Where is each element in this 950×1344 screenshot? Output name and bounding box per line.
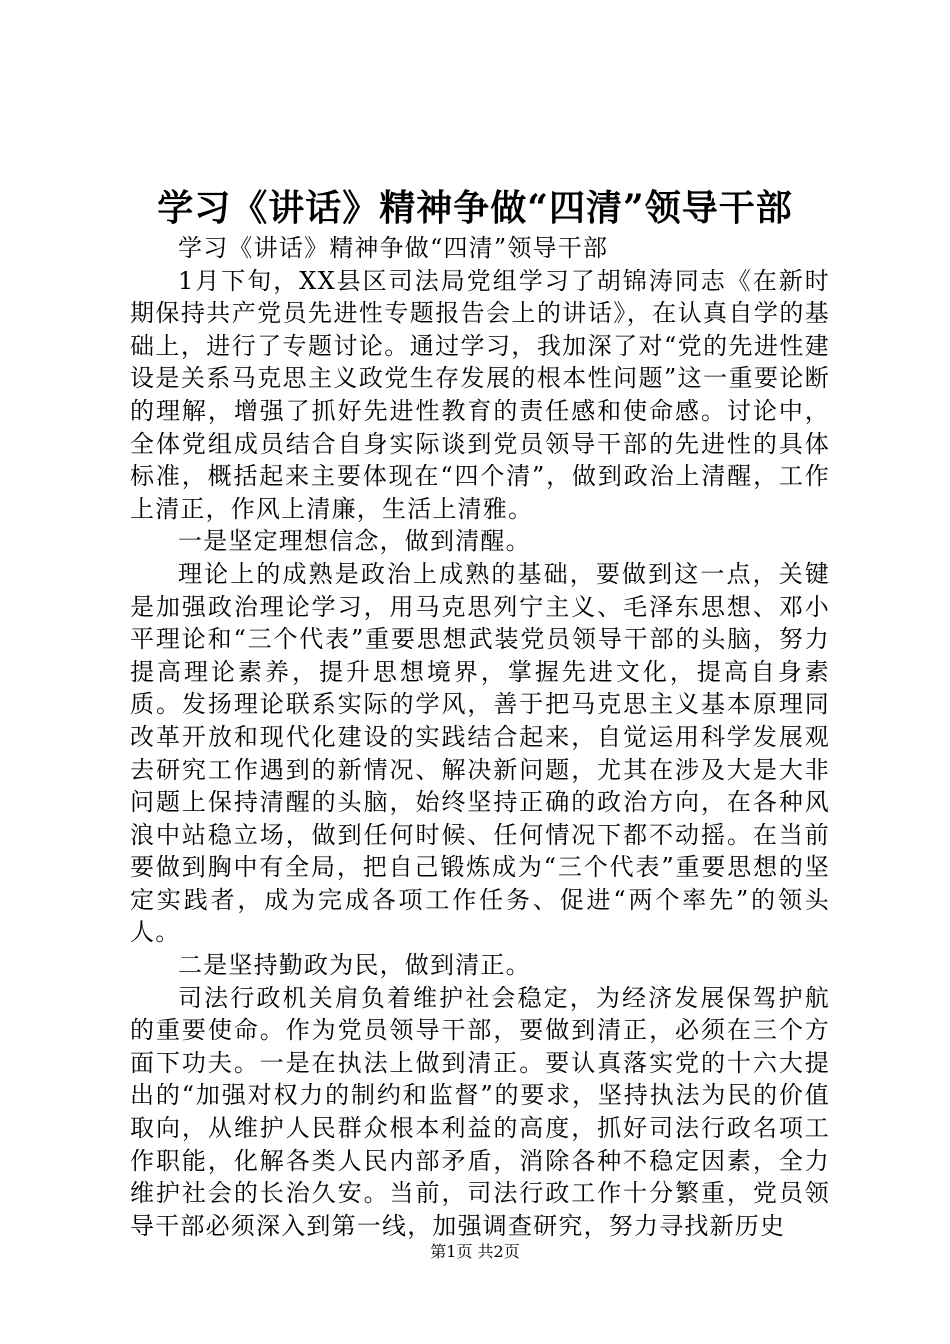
section-heading-2: 二是坚持勤政为民，做到清正。 — [178, 951, 531, 980]
section-heading-1: 一是坚定理想信念，做到清醒。 — [178, 527, 531, 556]
paragraph-intro: 1月下旬，XX县区司法局党组学习了胡锦涛同志《在新时期保持共产党员先进性专题报告会上的讲话》，在认真自学的基础上，进行了专题讨论。通过学习，我加深了对“党的先进性建设是关系马克思主义政党生存发展的根本性问题”这一重要论断的理解，增强了抓好先进性教育的责任感和使命感。讨论中，全体党组成员结合自身实际谈到党员领导干部的先进性的具体标准，概括起来主要体现在“四个清”，做到政治上清醒，工作上清正，作风上清廉，生活上清雅。 — [130, 266, 830, 523]
document-title: 学习《讲话》精神争做“四清”领导干部 — [157, 187, 793, 229]
page-number-footer: 第1页 共2页 — [430, 1242, 520, 1261]
paragraph-section-1: 理论上的成熟是政治上成熟的基础，要做到这一点，关键是加强政治理论学习，用马克思列宁主义、毛泽东思想、邓小平理论和“三个代表”重要思想武装党员领导干部的头脑，努力提高理论素养，提升思想境界，掌握先进文化，提高自身素质。发扬理论联系实际的学风，善于把马克思主义基本原理同改革开放和现代化建设的实践结合起来，自觉运用科学发展观去研究工作遇到的新情况、解决新问题，尤其在涉及大是大非问题上保持清醒的头脑，始终坚持正确的政治方向，在各种风浪中站稳立场，做到任何时候、任何情况下都不动摇。在当前要做到胸中有全局，把自己锻炼成为“三个代表”重要思想的坚定实践者，成为完成各项工作任务、促进“两个率先”的领头人。 — [130, 559, 830, 947]
paragraph-subtitle: 学习《讲话》精神争做“四清”领导干部 — [178, 234, 609, 262]
paragraph-section-2: 司法行政机关肩负着维护社会稳定，为经济发展保驾护航的重要使命。作为党员领导干部，要做到清正，必须在三个方面下功夫。一是在执法上做到清正。要认真落实党的十六大提出的“加强对权力的制约和监督”的要求，坚持执法为民的价值取向，从维护人民群众根本利益的高度，抓好司法行政名项工作职能，化解各类人民内部矛盾，消除各种不稳定因素，全力维护社会的长治久安。当前，司法行政工作十分繁重，党员领导干部必须深入到第一线，加强调查研究，努力寻找新历史 — [130, 983, 830, 1240]
document-body — [130, 232, 830, 1242]
